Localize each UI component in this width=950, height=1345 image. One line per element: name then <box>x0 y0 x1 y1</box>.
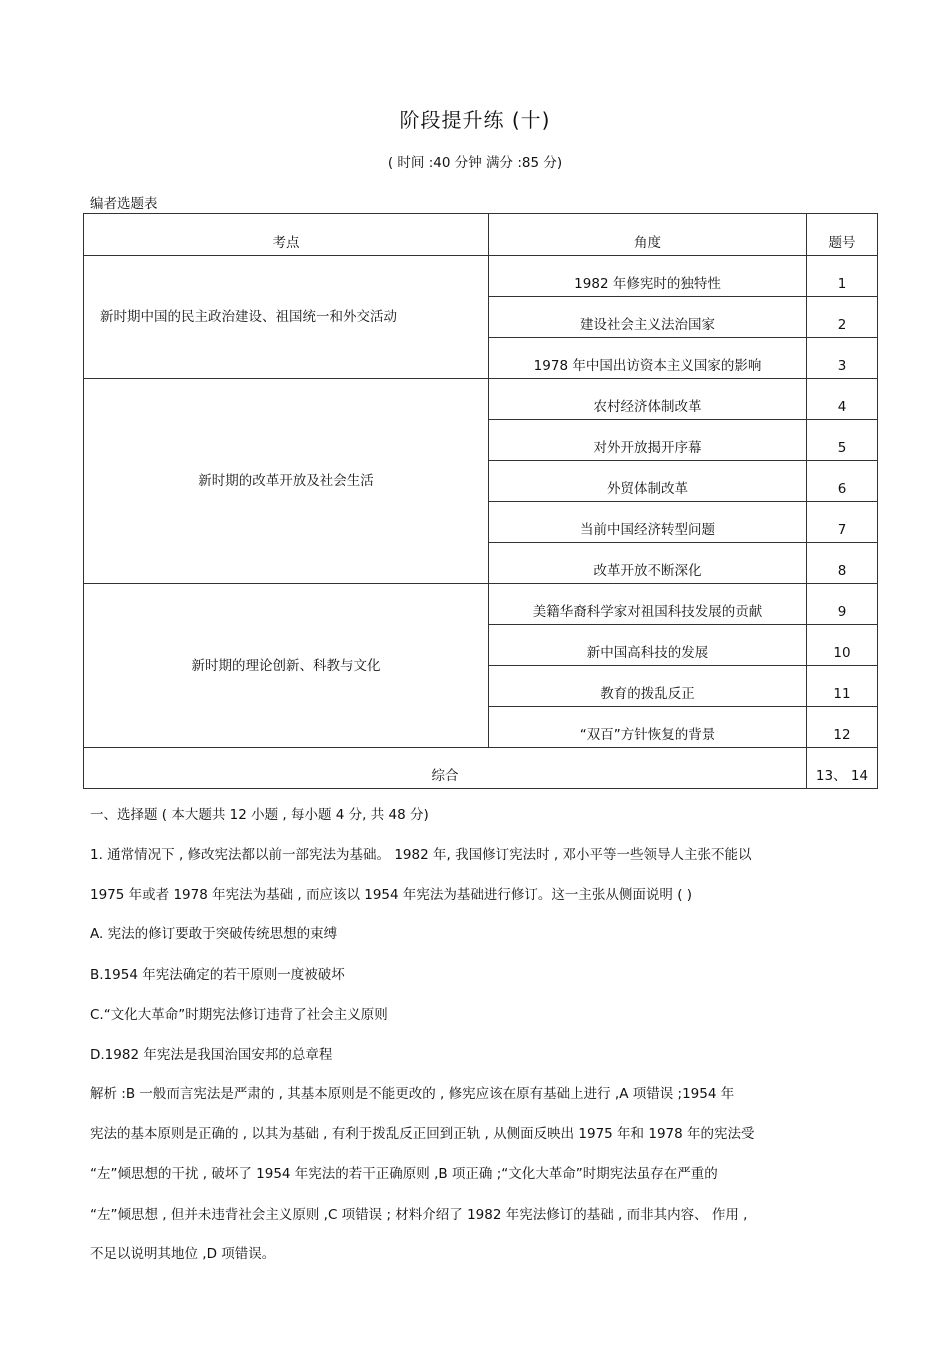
angle-cell: 美籍华裔科学家对祖国科技发展的贡献 <box>489 584 807 625</box>
angle-cell: 改革开放不断深化 <box>489 543 807 584</box>
angle-cell: 外贸体制改革 <box>489 461 807 502</box>
page-title: 阶段提升练 (十) <box>399 108 551 132</box>
analysis-text: “左”倾思想 , 但并未违背社会主义原则 ,C 项错误 ; 材料介绍了 1982 年宪法修订的基础 , 而非其内容、 作用 , <box>90 1207 748 1223</box>
topic-cell: 新时期的理论创新、科教与文化 <box>84 584 489 748</box>
number-cell: 12 <box>807 707 878 748</box>
number-cell: 8 <box>807 543 878 584</box>
angle-cell: 建设社会主义法治国家 <box>489 297 807 338</box>
header-number: 题号 <box>807 214 878 256</box>
number-cell: 10 <box>807 625 878 666</box>
topic-cell: 新时期的改革开放及社会生活 <box>84 379 489 584</box>
summary-row <box>84 748 878 789</box>
topic-cell: 新时期中国的民主政治建设、祖国统一和外交活动 <box>84 256 489 379</box>
angle-cell: 新中国高科技的发展 <box>489 625 807 666</box>
option-a: A. 宪法的修订要敢于突破传统思想的束缚 <box>90 926 338 942</box>
table-caption: 编者选题表 <box>90 196 158 212</box>
number-cell: 1 <box>807 256 878 297</box>
analysis-text: “左”倾思想的干扰 , 破坏了 1954 年宪法的若干正确原则 ,B 项正确 ;“文化大革命”时期宪法虽存在严重的 <box>90 1166 718 1182</box>
table-row <box>84 584 878 625</box>
table-row <box>84 379 878 420</box>
angle-cell: 1982 年修宪时的独特性 <box>489 256 807 297</box>
number-cell: 2 <box>807 297 878 338</box>
number-cell: 9 <box>807 584 878 625</box>
option-d: D.1982 年宪法是我国治国安邦的总章程 <box>90 1047 333 1063</box>
angle-cell: 对外开放揭开序幕 <box>489 420 807 461</box>
number-cell: 5 <box>807 420 878 461</box>
number-cell: 11 <box>807 666 878 707</box>
number-cell: 6 <box>807 461 878 502</box>
table-header-row <box>84 214 878 256</box>
header-topic: 考点 <box>84 214 489 256</box>
summary-label: 综合 <box>84 748 807 789</box>
angle-cell: 教育的拨乱反正 <box>489 666 807 707</box>
analysis-text: 宪法的基本原则是正确的 , 以其为基础 , 有利于拨乱反正回到正轨 , 从侧面反映出 1975 年和 1978 年的宪法受 <box>90 1126 755 1142</box>
table-row <box>84 256 878 297</box>
option-c: C.“文化大革命”时期宪法修订违背了社会主义原则 <box>90 1007 388 1023</box>
analysis-text: 解析 :B 一般而言宪法是严肃的 , 其基本原则是不能更改的 , 修宪应该在原有基础上进行 ,A 项错误 ;1954 年 <box>90 1086 735 1102</box>
question-selection-table <box>83 213 878 789</box>
header-angle: 角度 <box>489 214 807 256</box>
angle-cell: 农村经济体制改革 <box>489 379 807 420</box>
question-stem: 1. 通常情况下 , 修改宪法都以前一部宪法为基础。 1982 年, 我国修订宪法时 , 邓小平等一些领导人主张不能以 <box>90 847 752 863</box>
summary-number: 13、 14 <box>807 748 878 789</box>
number-cell: 3 <box>807 338 878 379</box>
section-heading: 一、选择题 ( 本大题共 12 小题 , 每小题 4 分, 共 48 分) <box>90 807 429 823</box>
angle-cell: 当前中国经济转型问题 <box>489 502 807 543</box>
analysis-text: 不足以说明其地位 ,D 项错误。 <box>90 1246 276 1262</box>
angle-cell: “双百”方针恢复的背景 <box>489 707 807 748</box>
number-cell: 7 <box>807 502 878 543</box>
option-b: B.1954 年宪法确定的若干原则一度被破坏 <box>90 967 345 983</box>
angle-cell: 1978 年中国出访资本主义国家的影响 <box>489 338 807 379</box>
time-score-note: ( 时间 :40 分钟 满分 :85 分) <box>387 155 563 171</box>
number-cell: 4 <box>807 379 878 420</box>
question-stem: 1975 年或者 1978 年宪法为基础 , 而应该以 1954 年宪法为基础进行修订。这一主张从侧面说明 ( ) <box>90 887 693 903</box>
